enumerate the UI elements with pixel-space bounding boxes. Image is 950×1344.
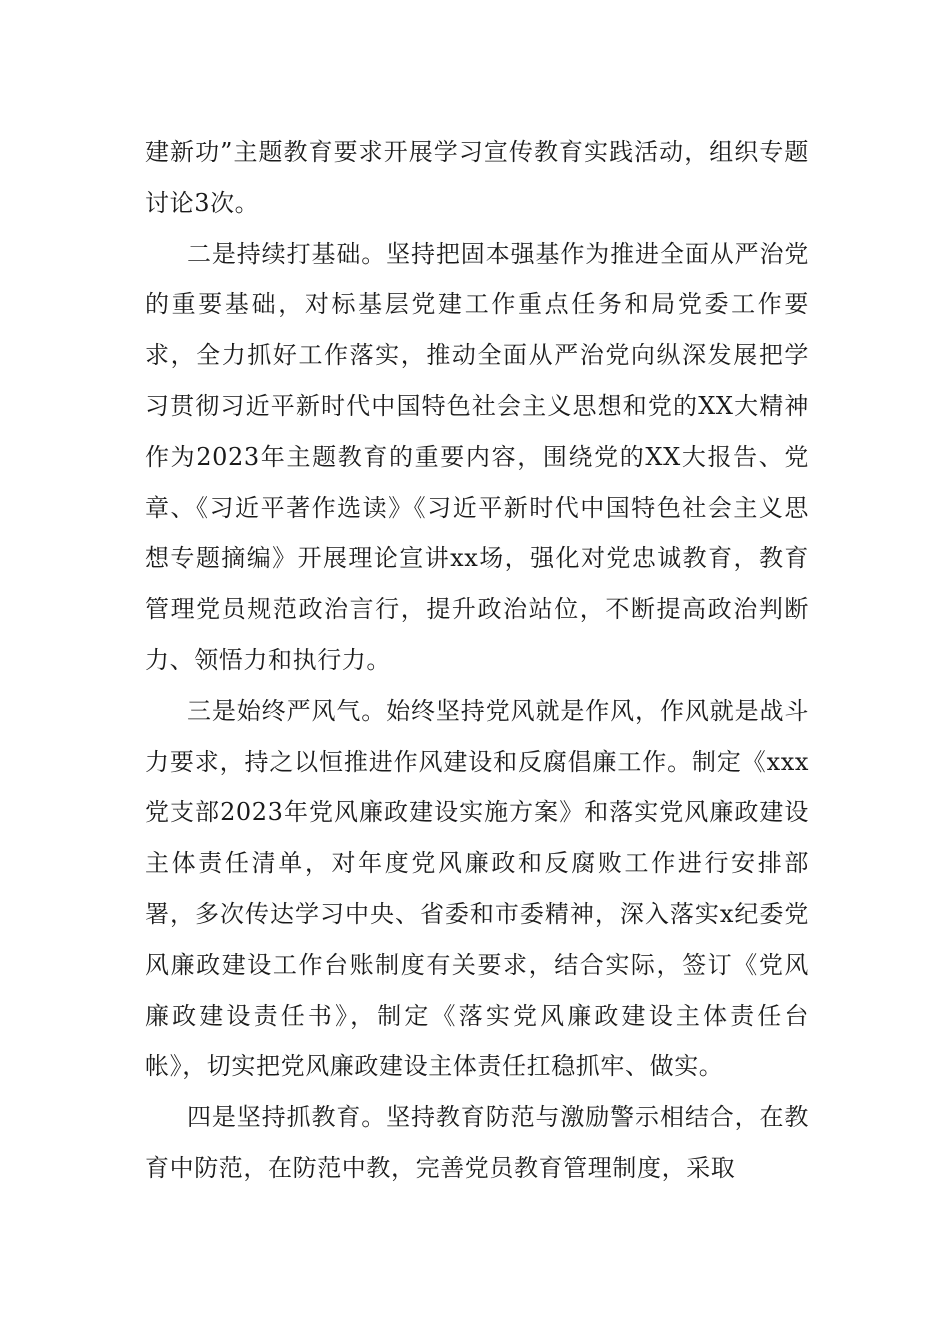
- document-body: [145, 127, 809, 1194]
- paragraph-continuation: 建新功”主题教育要求开展学习宣传教育实践活动，组织专题讨论3次。: [145, 138, 809, 217]
- paragraph-style: 三是始终严风气。始终坚持党风就是作风，作风就是战斗力要求，持之以恒推进作风建设和反腐倡廉工作。制定《xxx党支部2023年党风廉政建设实施方案》和落实党风廉政建设主体责任清单，对年度党风廉政和反腐败工作进行安排部署，多次传达学习中央、省委和市委精神，深入落实x纪委党风廉政建设工作台账制度有关要求，结合实际，签订《党风廉政建设责任书》，制定《落实党风廉政建设主体责任台帐》，切实把党风廉政建设主体责任扛稳抓牢、做实。: [145, 696, 809, 1081]
- paragraph-foundation: 二是持续打基础。坚持把固本强基作为推进全面从严治党的重要基础，对标基层党建工作重点任务和局党委工作要求，全力抓好工作落实，推动全面从严治党向纵深发展把学习贯彻习近平新时代中国特色社会主义思想和党的XX大精神作为2023年主题教育的重要内容，围绕党的XX大报告、党章、《习近平著作选读》《习近平新时代中国特色社会主义思想专题摘编》开展理论宣讲xx场，强化对党忠诚教育，教育管理党员规范政治言行，提升政治站位，不断提高政治判断力、领悟力和执行力。: [145, 239, 809, 674]
- paragraph-education: 四是坚持抓教育。坚持教育防范与激励警示相结合，在教育中防范，在防范中教，完善党员教育管理制度，采取: [145, 1103, 809, 1182]
